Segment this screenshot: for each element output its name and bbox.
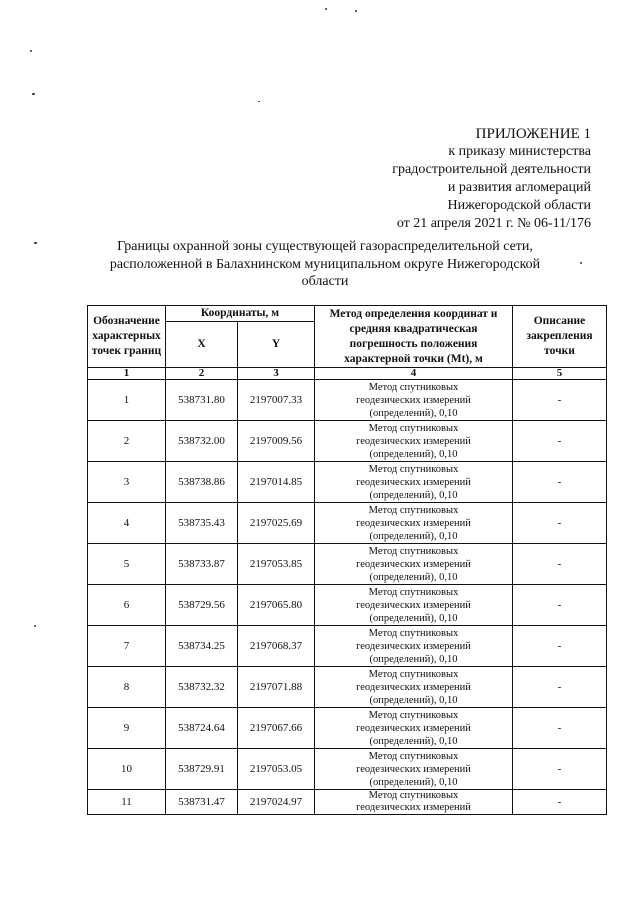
cell-y: 2197068.37	[238, 626, 315, 667]
cell-description: -	[513, 421, 607, 462]
cell-method	[315, 421, 513, 462]
cell-method	[315, 462, 513, 503]
header-x: X	[166, 322, 238, 368]
scan-speck	[355, 10, 357, 12]
method-line: Метод спутниковых	[368, 381, 459, 393]
cell-description: -	[513, 544, 607, 585]
cell-y: 2197025.69	[238, 503, 315, 544]
coordinates-table	[87, 305, 607, 815]
header-point-designation: Обозначение характерных точек границ	[88, 306, 166, 368]
table-row	[88, 749, 607, 790]
method-line: Метод спутниковых	[368, 545, 459, 557]
cell-description: -	[513, 708, 607, 749]
table-row	[88, 667, 607, 708]
cell-method	[315, 667, 513, 708]
cell-method	[315, 626, 513, 667]
method-line: (определений), 0,10	[369, 489, 458, 501]
method-line: (определений), 0,10	[369, 448, 458, 460]
cell-x: 538731.47	[166, 790, 238, 815]
cell-method	[315, 380, 513, 421]
cell-y: 2197071.88	[238, 667, 315, 708]
method-line: геодезических измерений	[356, 558, 471, 570]
cell-y: 2197053.05	[238, 749, 315, 790]
cell-point: 2	[88, 421, 166, 462]
header-coordinates: Координаты, м	[166, 306, 315, 322]
cell-method	[315, 708, 513, 749]
cell-x: 538735.43	[166, 503, 238, 544]
cell-point: 9	[88, 708, 166, 749]
method-line: (определений), 0,10	[369, 407, 458, 419]
table-row	[88, 790, 607, 815]
title-line: Границы охранной зоны существующей газораспределительной сети,	[117, 239, 533, 254]
table-header	[88, 306, 607, 380]
cell-x: 538729.91	[166, 749, 238, 790]
cell-x: 538733.87	[166, 544, 238, 585]
method-line: Метод спутниковых	[368, 504, 459, 516]
method-line: (определений), 0,10	[369, 776, 458, 788]
appendix-heading: ПРИЛОЖЕНИЕ 1	[475, 126, 591, 142]
header-description: Описание закрепления точки	[513, 306, 607, 368]
method-line: геодезических измерений	[356, 763, 471, 775]
column-number: 4	[315, 368, 513, 380]
method-line: геодезических измерений	[356, 681, 471, 693]
table-row	[88, 585, 607, 626]
cell-point: 10	[88, 749, 166, 790]
method-line: Метод спутниковых	[368, 668, 459, 680]
method-line: (определений), 0,10	[369, 612, 458, 624]
column-number: 2	[166, 368, 238, 380]
scan-speck	[580, 262, 582, 264]
table-row	[88, 626, 607, 667]
cell-x: 538732.00	[166, 421, 238, 462]
column-number: 1	[88, 368, 166, 380]
method-line: геодезических измерений	[356, 640, 471, 652]
method-line: Метод спутниковых	[368, 422, 459, 434]
method-line: геодезических измерений	[356, 722, 471, 734]
cell-method	[315, 749, 513, 790]
method-line: (определений), 0,10	[369, 735, 458, 747]
method-line: Метод спутниковых	[368, 790, 459, 801]
cell-y: 2197014.85	[238, 462, 315, 503]
cell-point: 1	[88, 380, 166, 421]
cell-point: 3	[88, 462, 166, 503]
method-line: (определений), 0,10	[369, 694, 458, 706]
appendix-line: Нижегородской области	[447, 198, 591, 213]
cell-x: 538738.86	[166, 462, 238, 503]
header-method: Метод определения координат и средняя квадратическая погрешность положения характерной точки (Mt), м	[315, 306, 513, 368]
scan-speck	[30, 50, 32, 52]
cell-y: 2197053.85	[238, 544, 315, 585]
scan-speck	[32, 93, 35, 95]
cell-point: 4	[88, 503, 166, 544]
method-line: Метод спутниковых	[368, 709, 459, 721]
column-number: 5	[513, 368, 607, 380]
cell-point: 7	[88, 626, 166, 667]
cell-description: -	[513, 585, 607, 626]
header-y: Y	[238, 322, 315, 368]
cell-y: 2197065.80	[238, 585, 315, 626]
method-line: Метод спутниковых	[368, 586, 459, 598]
column-number: 3	[238, 368, 315, 380]
cell-x: 538732.32	[166, 667, 238, 708]
table-row	[88, 380, 607, 421]
cell-method	[315, 503, 513, 544]
cell-y: 2197067.66	[238, 708, 315, 749]
table-row	[88, 708, 607, 749]
appendix-order-date: от 21 апреля 2021 г. № 06-11/176	[396, 216, 591, 231]
method-line: геодезических измерений	[356, 802, 471, 813]
cell-description: -	[513, 790, 607, 815]
cell-description: -	[513, 503, 607, 544]
cell-description: -	[513, 462, 607, 503]
method-line: геодезических измерений	[356, 394, 471, 406]
method-line: геодезических измерений	[356, 476, 471, 488]
cell-point: 6	[88, 585, 166, 626]
cell-x: 538731.80	[166, 380, 238, 421]
cell-description: -	[513, 380, 607, 421]
document-title	[90, 238, 560, 291]
cell-y: 2197009.56	[238, 421, 315, 462]
cell-x: 538734.25	[166, 626, 238, 667]
method-line: Метод спутниковых	[368, 627, 459, 639]
cell-point: 11	[88, 790, 166, 815]
table-row	[88, 462, 607, 503]
cell-method	[315, 585, 513, 626]
table-body	[88, 380, 607, 815]
scan-speck	[34, 625, 36, 627]
table-row	[88, 421, 607, 462]
method-line: Метод спутниковых	[368, 750, 459, 762]
title-line: расположенной в Балахнинском муниципальном округе Нижегородской	[109, 256, 541, 272]
cell-point: 8	[88, 667, 166, 708]
cell-method	[315, 790, 513, 815]
cell-description: -	[513, 626, 607, 667]
method-line: Метод спутниковых	[368, 463, 459, 475]
scan-speck	[325, 8, 327, 10]
appendix-line: к приказу министерства	[448, 144, 591, 159]
method-line: геодезических измерений	[356, 599, 471, 611]
cell-description: -	[513, 749, 607, 790]
cell-description: -	[513, 667, 607, 708]
cell-method	[315, 544, 513, 585]
method-line: (определений), 0,10	[369, 530, 458, 542]
method-line: (определений), 0,10	[369, 571, 458, 583]
cell-y: 2197007.33	[238, 380, 315, 421]
cell-y: 2197024.97	[238, 790, 315, 815]
method-line: (определений), 0,10	[369, 653, 458, 665]
appendix-line: градостроительной деятельности	[392, 162, 591, 177]
cell-point: 5	[88, 544, 166, 585]
title-line: области	[301, 274, 349, 289]
cell-x: 538729.56	[166, 585, 238, 626]
appendix-line: и развития агломераций	[447, 180, 591, 195]
table-row	[88, 544, 607, 585]
cell-x: 538724.64	[166, 708, 238, 749]
scan-speck	[34, 242, 37, 244]
scan-speck	[258, 101, 260, 102]
method-line: геодезических измерений	[356, 435, 471, 447]
method-line: геодезических измерений	[356, 517, 471, 529]
appendix-block	[331, 125, 591, 233]
table-row	[88, 503, 607, 544]
